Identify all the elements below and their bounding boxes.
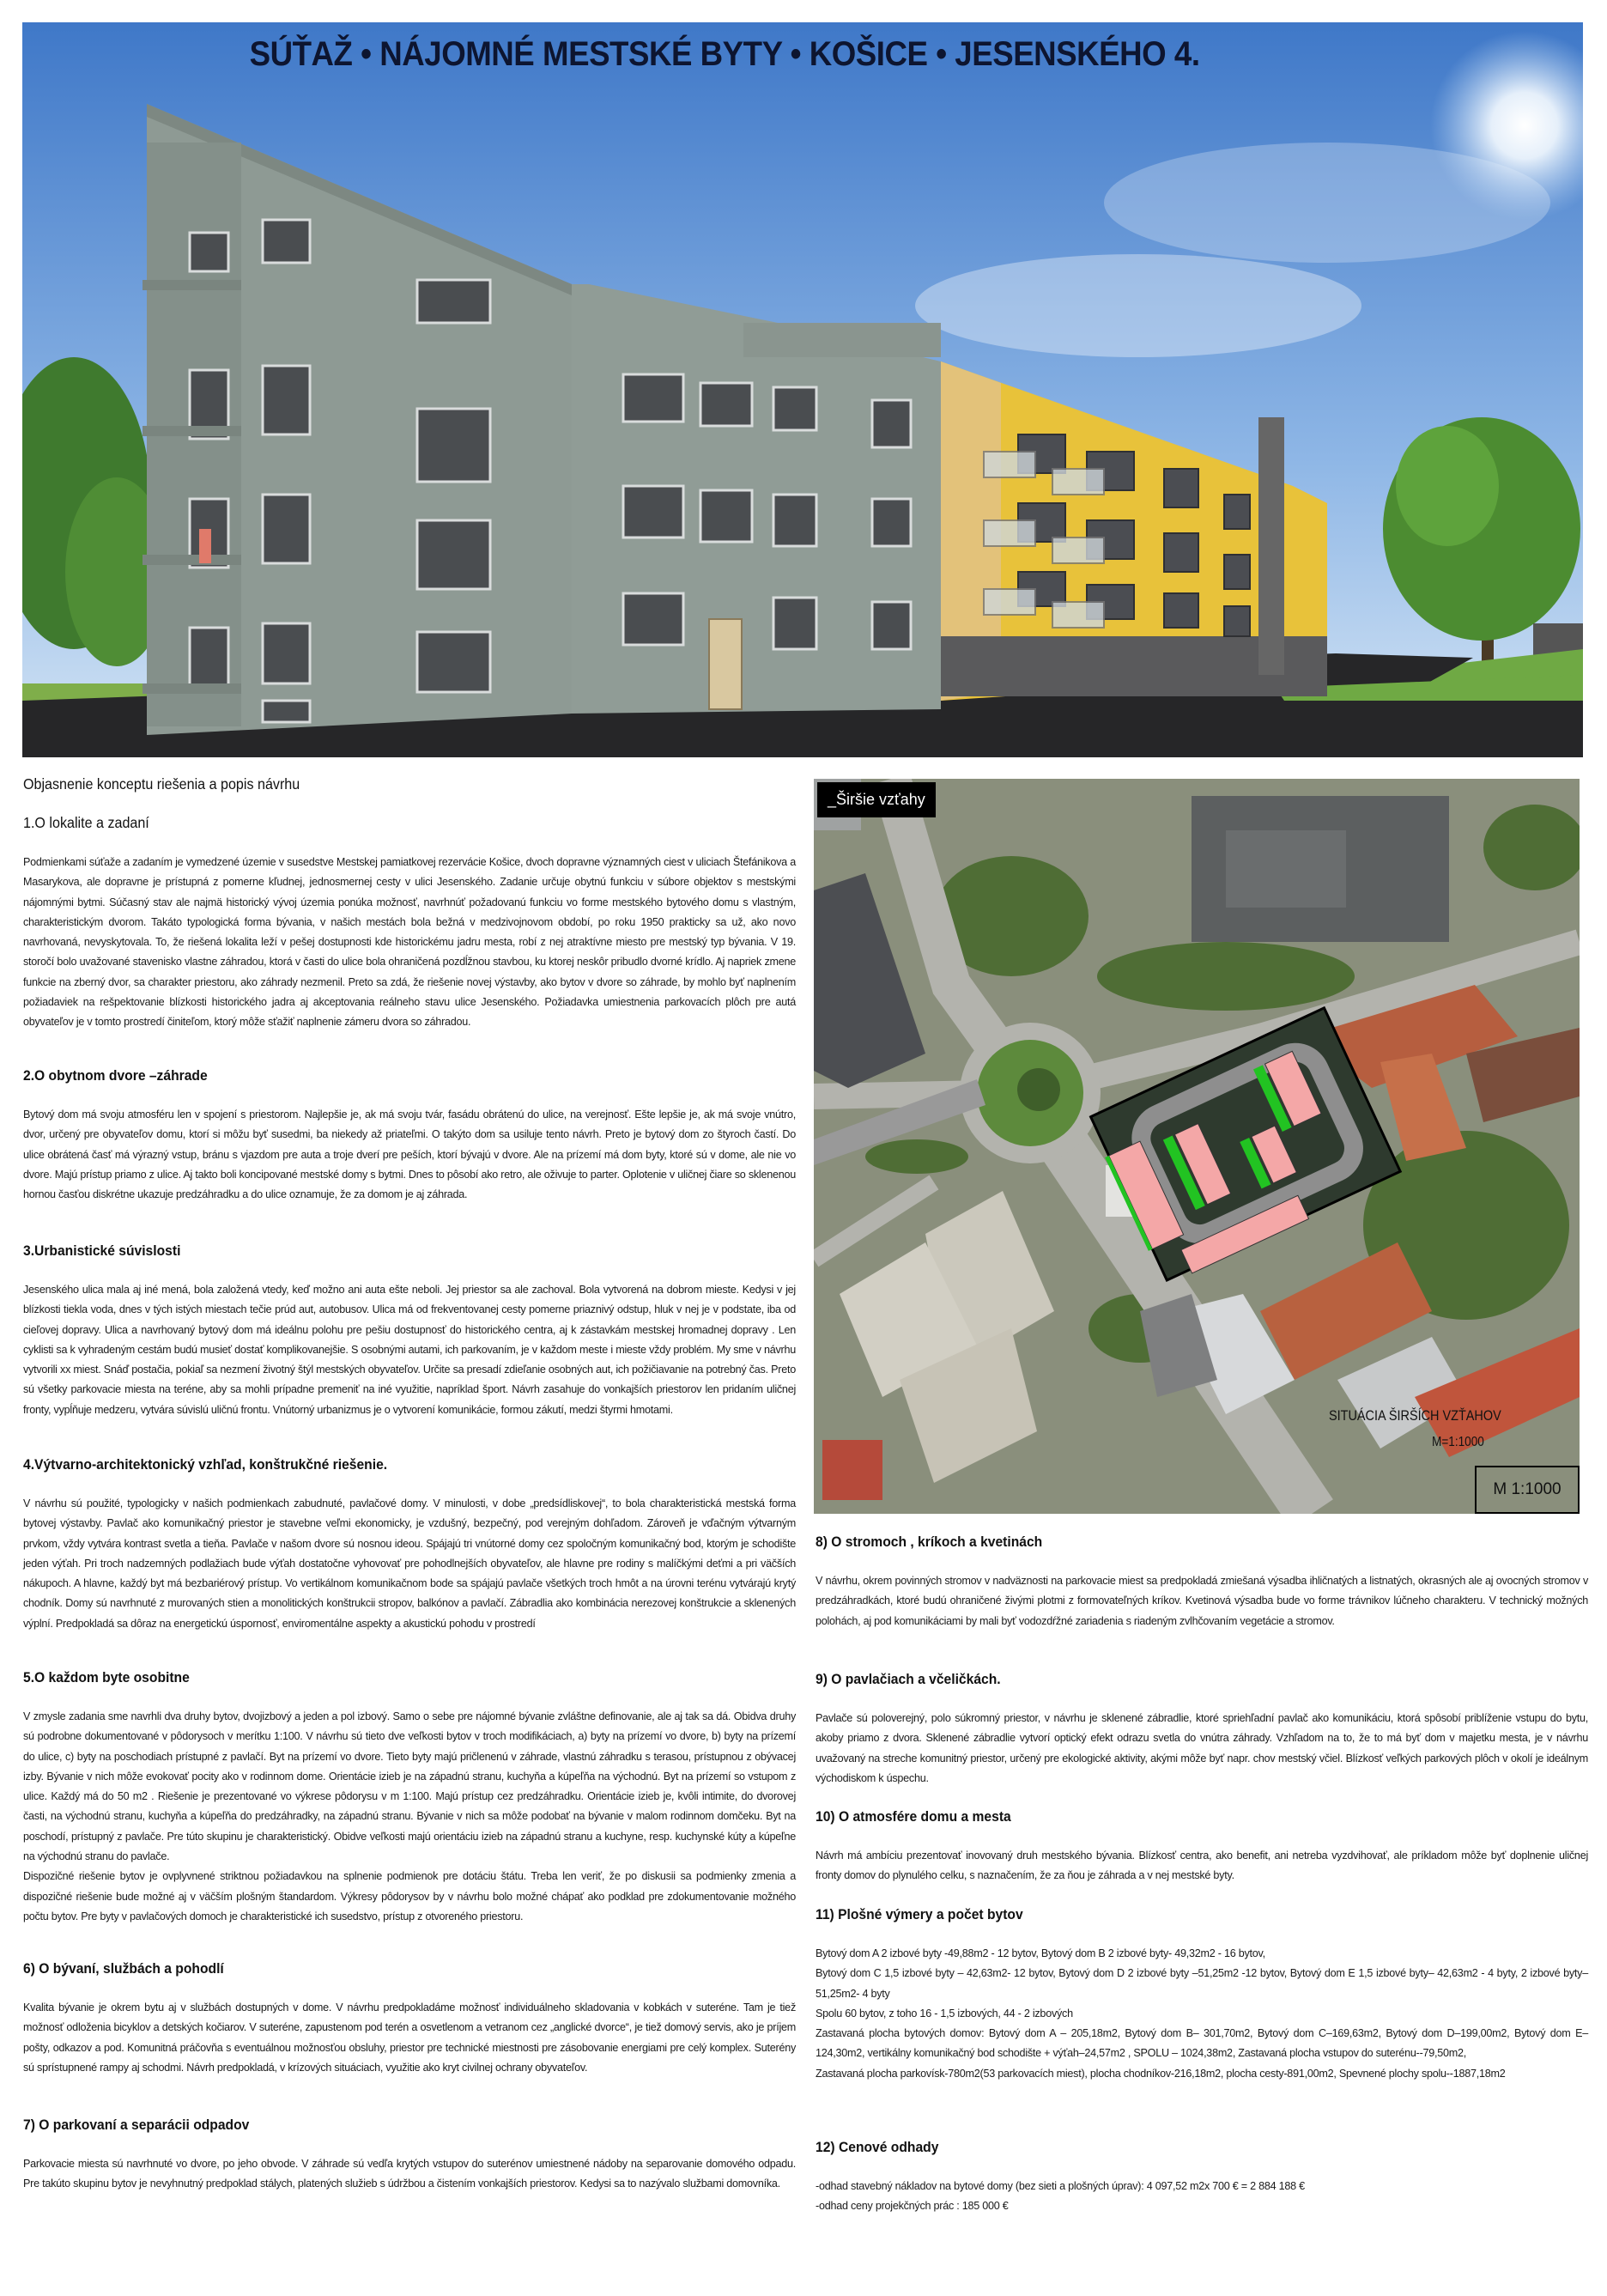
section-4 xyxy=(23,1456,796,1634)
section-text xyxy=(816,2177,1588,2217)
section-heading: 2.O obytnom dvore –záhrade xyxy=(23,1067,208,1084)
section-text: V návrhu sú použité, typologicky v našich podmienkach zabudnuté, pavlačové domy. V minulosti, v dobe „predsídliskovej“, to bola charakteristická mestská forma bytovej výstavby. Pavlač ako komunikačný priestor je stavebne veľmi ekonomicky, je vzdušný, bezpečný, pod verejným dohľadom. Zároveň je vďačným výtvarným prvkom, vždy vytvára kontrast svetla a tieňa. Pavlače v našom dvore sú nosnou ideou. Spájajú tri vnútorné domy cez spoločným komunikačný bod, ktorým je schodište jeden výťah. Pri troch nadzemných podlažiach bude výťah dostatočne vyhovovať pre pohodlnejších obyvateľov, ale hlavne pre rodiny s malíčkými deťmi a pri väčších nákupoch. A hlavne, každý byt má bezbariérový prístup. Vo vertikálnom komunikačnom bode sa spájajú pavlače všetkých troch hmôt a na úrovni terénu vytvárajú krytý chodník. Domy sú navrhnuté z murovaných stien a monolitických konštrukcii stropov, balkónov a pavlačí. Zábradlia ako kombinácia nerezovej konštrukcie a sklenených výplní. Predpokladá sa dôraz na energetickú úspornosť, enviromentálne aspekty a akustickú pohodu v prostredí xyxy=(23,1497,796,1630)
section-1 xyxy=(23,814,796,1033)
poster-title: SÚŤAŽ • NÁJOMNÉ MESTSKÉ BYTY • KOŠICE • JESENSKÉHO 4. xyxy=(249,35,1183,74)
area-line: Zastavaná plocha bytových domov: Bytový dom A – 205,18m2, Bytový dom B– 301,70m2, Bytový dom C–169,63m2, Bytový dom D–199,00m2, Bytový dom E–124,30m2, vertikálny komunikačný bod schodište + výťah–24,57m2 , SPOLU – 1024,38m2, Zastavaná plocha vstupov do suterénu--79,50m2, xyxy=(816,2027,1588,2060)
section-8 xyxy=(816,1534,1588,1631)
section-3 xyxy=(23,1242,796,1420)
area-line: Zastavaná plocha parkovísk-780m2(53 parkovacích miest), plocha chodníkov-216,18m2, plocha cesty-891,00m2, Spevnené plochy spolu--1887,18m2 xyxy=(816,2067,1506,2080)
intro-heading: Objasnenie konceptu riešenia a popis návrhu xyxy=(23,775,300,793)
section-text: Jesenského ulica mala aj iné mená, bola založená vtedy, keď možno ani auta ešte neboli. Jej priestor sa ale zachoval. Bola vytvorená na dobrom mieste. Kedysi v jej blízkosti tiekla voda, dnes v tých istých miestach tečie prúd aut, autobusov. Ulica má od frekventovanej cesty pomerne priaznivý odstup, hluk v nej je v podstate, iba od cieľovej dopravy. Ulica a navrhovaný bytový dom má ideálnu polohu pre pešiu dostupnosť do historického centra, aj k zástavkám mestskej hromadnej dopravy . Len cyklisti sa k vyhradeným cestám budú musieť dostať komplikovanejšie. S osobnými autami, ich parkovaním, je v každom meste i mieste vždy problém. My sme v návrhu vytvorili xx miest. Snáď postačia, pokiaľ sa nezmení životný štýl mestských obyvateľov. Určite sa presadí zdieľanie osobných aut, ich požičiavanie na potrebný čas. Preto sú všetky parkovacie miesta na teréne, aby sa mohli prípadne premeniť na iné využitie, napríklad šport. Návrh zasahuje do vonkajších priestorov len pridaním uličnej fronty, vypĺňuje medzeru, vytvára súvislú uličnú frontu. Vnútorný urbanizmus je o vytvorení komunikácie, formou zákutí, medzi štyrmi hmotami. xyxy=(23,1284,796,1416)
map-label: _Širšie vzťahy xyxy=(817,782,936,817)
section-heading: 12) Cenové odhady xyxy=(816,2139,939,2155)
section-text: Návrh má ambíciu prezentovať inovovaný druh mestského bývania. Blízkosť centra, ako benefit, ani netreba vyzdvihovať, ale príkladom môže byť doplnenie uličnej fronty domov do plynulého celku, s naznačením, že za ňou je záhrada a v nej mestské byty. xyxy=(816,1850,1588,1882)
section-heading: 4.Výtvarno-architektonický vzhľad, konštrukčné riešenie. xyxy=(23,1456,388,1473)
section-text: Bytový dom má svoju atmosféru len v spojení s priestorom. Najlepšie je, ak má svoju tvár, fasádu obrátenú do ulice, na verejnosť. Ešte lepšie je, ak má svoje vnútro, dvor, určený pre obyvateľov domu, ktorí si môžu byť susedmi, ba niekedy až priateľmi. O takýto dom sa usiluje tento návrh. Preto je bytový dom zo štyroch častí. Do ulice obrátená časť má výrazný vstup, bránu s vjazdom pre auta a troje dverí pre peších, ktorí bývajú v dvore. Ale na prízemí má dom byty, ktoré sú v dome, ale nie vo dvore. Majú prístup priamo z ulice. Aj takto boli koncipované mestské domy s bytmi. Dnes to pôsobí ako retro, ale oživuje to parter. Oplotenie v uličnej čiare so sklenenou hornou časťou diskrétne ukazuje predzáhradku a do ulice oznamuje, že za domom je aj záhrada. xyxy=(23,1109,796,1201)
section-text: Kvalita bývanie je okrem bytu aj v službách dostupných v dome. V návrhu predpokladáme možnosť individuálneho skladovania v kobkách v suteréne. Tam je tiež možnosť odloženia bicyklov a detských kočiarov. V suteréne, zapustenom pod terén a osvetlenom a vetranom cez „anglické dvorce“, je tiež domový servis, ako je príjem pošty, odkazov a pod. Komunitná práčovňa s eventuálnou možnosťou obsluhy, priestor pre technické miestnosti pre zásobovanie energiami pre celý komplex. Suterény sú sprístupnené rampy aj schodmi. Návrh predpokladá, v krízových situáciach, využitie ako kryt civilnej ochrany obyvateľov. xyxy=(23,2001,796,2074)
cost-line: -odhad stavebný nákladov na bytové domy (bez sieti a plošných úprav): 4 097,52 m2x 700 € = 2 884 188 € xyxy=(816,2180,1305,2192)
section-heading: 8) O stromoch , kríkoch a kvetinách xyxy=(816,1534,1043,1550)
section-heading: 1.O lokalite a zadaní xyxy=(23,814,149,831)
section-11 xyxy=(816,1906,1588,2084)
section-heading: 3.Urbanistické súvislosti xyxy=(23,1242,181,1259)
section-heading: 7) O parkovaní a separácii odpadov xyxy=(23,2117,250,2133)
site-map xyxy=(814,779,1580,1514)
section-text-2: Dispozičné riešenie bytov je ovplyvnené striktnou požiadavkou na splnenie podmienok pre dotáciu štátu. Treba len veriť, že po diskusii sa podmienky zmenia a dispozičné riešenie bude možné aj v väčším plošným štandardom. Výkresy pôdorysov by v návrhu bolo možné chápať ako podklad pre zdokumentovanie možného počtu bytov. Pre byty v pavlačových domoch je charakteristické ich susedstvo, prístup z otvoreného priestoru. xyxy=(23,1870,796,1922)
section-text: V zmysle zadania sme navrhli dva druhy bytov, dvojizbový a jeden a pol izbový. Samo o sebe pre nájomné bývanie zvláštne definovanie, ale aj tak sa dá. Obidva druhy sú podrobne dokumentované v pôdorysoch v merítku 1:100. V návrhu sú tieto dve veľkosti bytov v troch modifikáciach, a) byty na prízemí vo dvore, b) byty na prízemí do ulice, c) byty na poschodiach prístupné z pavlačí. Byt na prízemí vo dvore. Tieto byty majú pričlenenú v záhrade, vlastnú záhradku s terasou, prístupnou z obývacej izby. Bývanie v nich môže evokovať pocity ako v rodinnom dome. Orientácie izieb je na západnú stranu, kuchyňa a kúpeľňa na východnú. Byt na prízemí so vstupom z ulice. Každý má do 50 m2 . Riešenie je prezentované vo výkrese pôdorysu v m 1:100. Majú prístup cez predzáhradku. Orientácie izieb je, kvôli intimite, do dvorovej časti, na východnú stranu, kuchyňa a kúpeľňa do predzáhradky, na západnú stranu. Bývanie v nich sa môže podobať na bývanie v malom rodinnom domčeku. Byt na poschodí, prístupný z pavlače. Pre túto skupinu je charakteristický. Obidve veľkosti majú orientáciu izieb na západnú stranu a kuchyne, resp. kuchynské kúty a kúpeľne na východnú stranu do pavlače. xyxy=(23,1710,796,1863)
section-12 xyxy=(816,2139,1588,2217)
scale-box: M 1:1000 xyxy=(1475,1466,1580,1514)
section-text: Podmienkami súťaže a zadaním je vymedzené územie v susedstve Mestskej pamiatkovej rezervácie Košice, dvoch dopravne významných ciest v uliciach Štefánikova a Masarykova, ale dopravne je prístupná z pomerne kľudnej, jednosmernej cesty v ulici Jesenského. Zadanie určuje obytnú funkciu v súbore objektov s mestskými nájomnými bytmi. Súčasný stav ale najmä historický vývoj územia ponúka možnosť, navrhnúť požadovanú funkciu vo forme mestského bytového domu s vlastným, charakteristickým dvorom. Takáto typologická forma bývania, v našich mestách bola bežná v medzivojnovom období, po roku 1950 prakticky sa už, ako novo navrhovaná, nevyskytovala. To, že riešená lokalita leží v pešej dostupnosti kde historickému jadru mesta, robí z nej atraktívne miesto pre mestský typ bývania. V 19. storočí bolo uvažované stavenisko vlastne záhradou, ktorá v časti do ulice bola ohraničená pozdĺžnou stavbou, ku ktorej neskôr pribudlo dvorné krídlo. Aj napriek zmene funkcie na zberný dvor, sa charakter priestoru, ako záhrady nezmenil. Preto sa zdá, že riešenie novej výstavby, ako bytov v dvore so záhrade, by mohlo byť naplnením požiadaviek na rešpektovanie blízkosti historického jadra aj akceptovania reálneho stavu ulice Jesenského. Požiadavka umiestnenia parkovacích plôch pre autá obyvateľov je v tomto prostredí činiteľom, ktorý môže sťažiť naplnenie zámeru dvora so záhradou. xyxy=(23,856,796,1029)
person-on-balcony xyxy=(199,529,211,563)
section-heading: 6) O bývaní, službách a pohodlí xyxy=(23,1960,224,1977)
section-6 xyxy=(23,1960,796,2078)
section-9 xyxy=(816,1671,1588,1789)
section-5 xyxy=(23,1669,796,1927)
section-heading: 10) O atmosfére domu a mesta xyxy=(816,1808,1011,1825)
area-line: Bytový dom C 1,5 izbové byty – 42,63m2- 12 bytov, Bytový dom D 2 izbové byty –51,25m2 -12 bytov, Bytový dom E 1,5 izbové byty– 42,63m2 - 4 byty, 2 izbové byty–51,25m2- 4 byty xyxy=(816,1967,1588,2000)
section-text: Pavlače sú poloverejný, polo súkromný priestor, v návrhu je sklenené zábradlie, ktoré spriehľadní pavlač ako komunikáciu, ktorá spôsobí priblíženie vstupu do bytu, akoby priamo z dvora. Sklenené zábradlie vytvorí optický efekt odrazu svetla do vnútra záhrady. Vzhľadom na to, že to má byť dom v majetku mesta, je v návrhu uvažovaný na streche komunitný priestor, určený pre ekologické aktivity, akými môže byť napr. chov mestský včiel. Blízkosť veľkých parkových plôch v okolí je ideálnym východiskom k úspechu. xyxy=(816,1712,1588,1784)
section-2 xyxy=(23,1067,796,1205)
area-line: Spolu 60 bytov, z toho 16 - 1,5 izbových, 44 - 2 izbových xyxy=(816,2007,1073,2020)
section-7 xyxy=(23,2117,796,2195)
area-line: Bytový dom A 2 izbové byty -49,88m2 - 12 bytov, Bytový dom B 2 izbové byty- 49,32m2 - 16 bytov, xyxy=(816,1947,1265,1959)
hero-render xyxy=(22,22,1583,757)
cost-line: -odhad ceny projekčných prác : 185 000 € xyxy=(816,2200,1009,2213)
map-caption: SITUÁCIA ŠIRŠÍCH VZŤAHOV xyxy=(1329,1407,1501,1424)
map-caption-scale: M=1:1000 xyxy=(1432,1435,1484,1449)
section-heading: 5.O každom byte osobitne xyxy=(23,1669,190,1686)
section-10 xyxy=(816,1808,1588,1886)
entrance-door xyxy=(709,619,742,709)
aerial-photo xyxy=(814,779,1580,1514)
building-visualization xyxy=(22,22,1583,757)
section-text xyxy=(816,1944,1588,2084)
middle-building xyxy=(572,284,941,714)
section-heading: 11) Plošné výmery a počet bytov xyxy=(816,1906,1023,1922)
section-text: Parkovacie miesta sú navrhnuté vo dvore, po jeho obvode. V záhrade sú vedľa krytých vstupov do suterénov umiestnené nádoby na separovanie domového odpadu. Pre takúto skupinu bytov je nevyhnutný predpoklad stálych, platených služieb s údržbou a čistením vonkajších priestorov. Kedysi sa to nazývalo službami domovníka. xyxy=(23,2158,796,2190)
section-text: V návrhu, okrem povinných stromov v nadväznosti na parkovacie miest sa predpokladá zmiešaná výsadba ihličnatých a listnatých, okrasných ale aj ovocných stromov v predzáhradkách, ktoré budú ohraničené živými plotmi z formovateľných kríkov. Kvetinová výsadba bude vo forme trávnikov lúčneho charakteru. V technický možných polohách, aj pod komunikáciami by mali byť vodozdŕžné zariadenia s riadeným zvlhčovaním vegetácie a stromov. xyxy=(816,1575,1588,1627)
section-heading: 9) O pavlačiach a včeličkách. xyxy=(816,1671,1001,1687)
intro-heading-block xyxy=(23,775,796,814)
